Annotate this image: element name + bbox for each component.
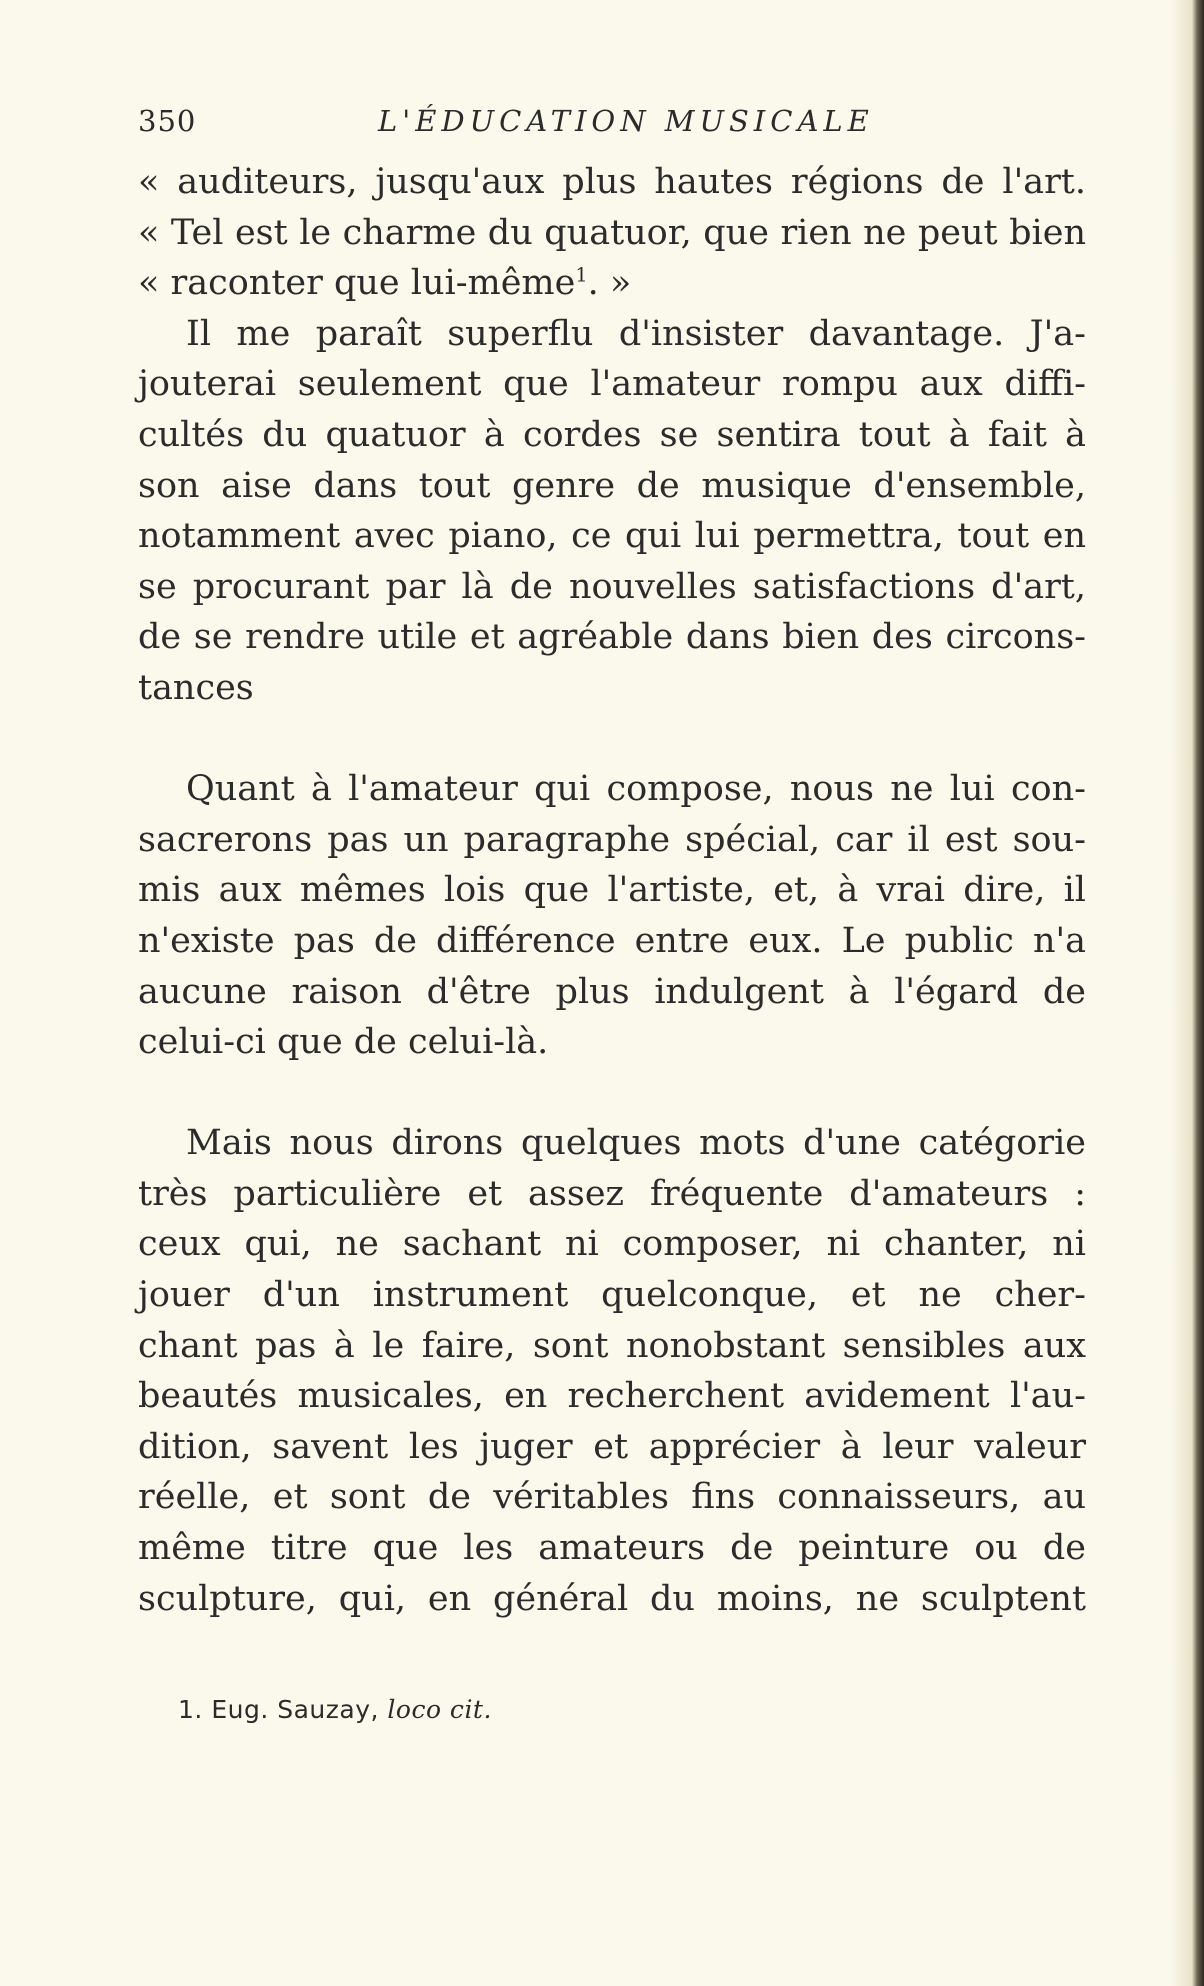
text-line: de se rendre utile et agréable dans bien des circons- [138, 617, 1086, 658]
text-line: « auditeurs, jusqu'aux plus hautes régions de l'art. [138, 162, 1086, 202]
page-body [138, 157, 1086, 1624]
footnote-text: Eug. Sauzay, [211, 1695, 379, 1724]
footnote [178, 1695, 492, 1724]
text-line: sacrerons pas un paragraphe spécial, car il est sou- [138, 819, 1086, 860]
text-line: chant pas à le faire, sont nonobstant sensibles aux [138, 1325, 1086, 1366]
text-line: même titre que les amateurs de peinture ou de [138, 1528, 1086, 1569]
text-fragment: . » [587, 263, 632, 304]
page-header [138, 104, 1088, 144]
text-line: sculpture, qui, en général du moins, ne sculptent [138, 1578, 1086, 1619]
text-line: Il me paraît superflu d'insister davantage. J'a- [186, 313, 1086, 354]
text-line: cultés du quatuor à cordes se sentira tout à fait à [138, 414, 1086, 455]
page-number: 350 [138, 104, 197, 138]
text-line: celui-ci que de celui-là. [138, 1022, 549, 1063]
footnote-citation: loco cit. [387, 1695, 492, 1724]
footnote-reference: 1 [575, 263, 588, 287]
text-line: notamment avec piano, ce qui lui permettra, tout en [138, 516, 1086, 557]
paragraph-gap [138, 714, 1086, 765]
text-line [138, 258, 1086, 309]
text-fragment: « raconter que lui-même [138, 263, 576, 304]
text-line: réelle, et sont de véritables fins connaisseurs, au [138, 1477, 1086, 1518]
text-line: mis aux mêmes lois que l'artiste, et, à vrai dire, il [138, 870, 1086, 911]
text-line: Mais nous dirons quelques mots d'une catégorie [186, 1123, 1086, 1164]
text-line: se procurant par là de nouvelles satisfactions d'art, [138, 566, 1086, 607]
text-line: n'existe pas de différence entre eux. Le public n'a [138, 920, 1086, 961]
text-line: jouer d'un instrument quelconque, et ne cher- [138, 1275, 1086, 1316]
text-line: Quant à l'amateur qui compose, nous ne lui con- [186, 769, 1086, 810]
paragraph-gap [138, 1068, 1086, 1119]
text-line: jouterai seulement que l'amateur rompu aux diffi- [138, 364, 1086, 405]
text-line: aucune raison d'être plus indulgent à l'égard de [138, 971, 1086, 1012]
text-line: tances [138, 667, 254, 708]
text-line: dition, savent les juger et apprécier à leur valeur [138, 1426, 1086, 1467]
text-line: très particulière et assez fréquente d'amateurs : [138, 1173, 1086, 1214]
text-line: ceux qui, ne sachant ni composer, ni chanter, ni [138, 1224, 1086, 1265]
binding-shadow [1170, 0, 1192, 1986]
footnote-number: 1. [178, 1695, 203, 1724]
text-line: son aise dans tout genre de musique d'ensemble, [138, 465, 1086, 506]
book-binding-edge [1192, 0, 1204, 1986]
running-title: L'ÉDUCATION MUSICALE [378, 104, 874, 138]
text-line: beautés musicales, en recherchent avidement l'au- [138, 1376, 1086, 1417]
text-line: « Tel est le charme du quatuor, que rien ne peut bien [138, 212, 1086, 253]
